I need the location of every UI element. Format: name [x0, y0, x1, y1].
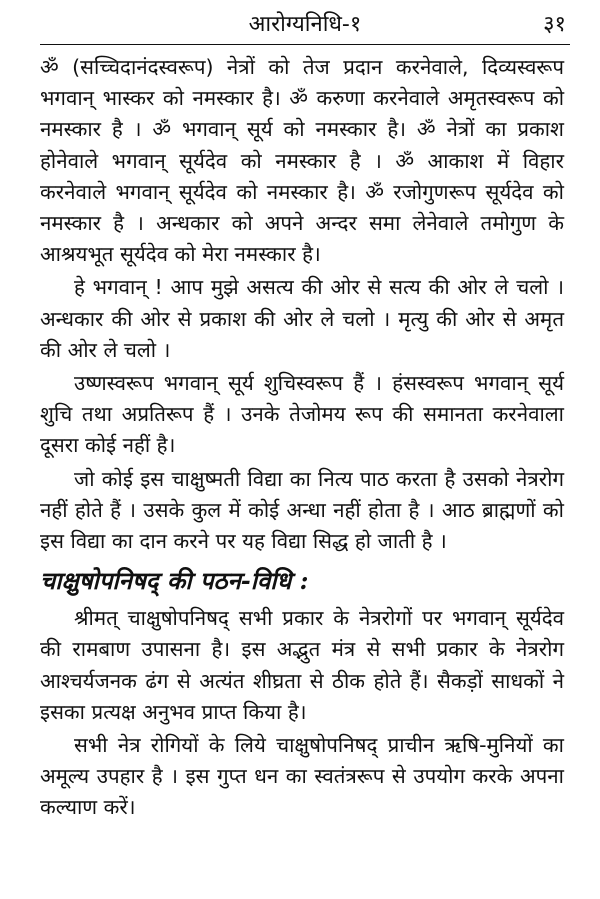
- paragraph-benefits: जो कोई इस चाक्षुष्मती विद्या का नित्य पाठ करता है उसको नेत्ररोग नहीं होते हैं । उसके कुल में कोई अन्धा नहीं होता है । आठ ब्राह्मणों को इस विद्या का दान करने पर यह विद्या सिद्ध हो जाती है ।: [40, 466, 564, 554]
- running-title: आरोग्यनिधि-१: [248, 12, 362, 37]
- paragraph-prayer: हे भगवान् ! आप मुझे असत्य की ओर से सत्य की ओर ले चलो । अन्धकार की ओर से प्रकाश की ओर ले चलो । मृत्यु की ओर से अमृत की ओर ले चलो ।: [40, 275, 564, 362]
- section-heading: चाक्षुषोपनिषद् की पठन-विधि :: [40, 566, 309, 596]
- paragraph-salutations: ॐ (सच्चिदानंदस्वरूप) नेत्रों को तेज प्रदान करनेवाले, दिव्यस्वरूप भगवान् भास्कर को नमस्कार है। ॐ करुणा करनेवाले अमृतस्वरूप को नमस्कार है । ॐ भगवान् सूर्य को नमस्कार है। ॐ नेत्रों का प्रकाश होनेवाले भगवान् सूर्यदेव को नमस्कार है । ॐ आकाश में विहार करनेवाले भगवान् सूर्यदेव को नमस्कार है। ॐ रजोगुणरूप सूर्यदेव को नमस्कार है । अन्धकार को अपने अन्दर समा लेनेवाले तमोगुण के आश्रयभूत सूर्यदेव को मेरा नमस्कार है।: [40, 55, 564, 267]
- header-rule: [40, 44, 570, 45]
- paragraph-sun-nature: उष्णस्वरूप भगवान् सूर्य शुचिस्वरूप हैं । हंसस्वरूप भगवान् सूर्य शुचि तथा अप्रतिरूप हैं । उनके तेजोमय रूप की समानता करनेवाला दूसरा कोई नहीं है।: [40, 371, 564, 458]
- page-body: [40, 52, 564, 826]
- paragraph-method-gift: सभी नेत्र रोगियों के लिये चाक्षुषोपनिषद् प्राचीन ऋषि-मुनियों का अमूल्य उपहार है । इस गुप्त धन का स्वतंत्ररूप से उपयोग करके अपना कल्याण करें।: [40, 733, 564, 820]
- page-number: ३१: [543, 12, 566, 37]
- paragraph-method-intro: श्रीमत् चाक्षुषोपनिषद् सभी प्रकार के नेत्ररोगों पर भगवान् सूर्यदेव की रामबाण उपासना है। इस अद्भुत मंत्र से सभी प्रकार के नेत्ररोग आश्चर्यजनक ढंग से अत्यंत शीघ्रता से ठीक होते हैं। सैकड़ों साधकों ने इसका प्रत्यक्ष अनुभव प्राप्त किया है।: [40, 606, 564, 724]
- page-header: [40, 8, 570, 38]
